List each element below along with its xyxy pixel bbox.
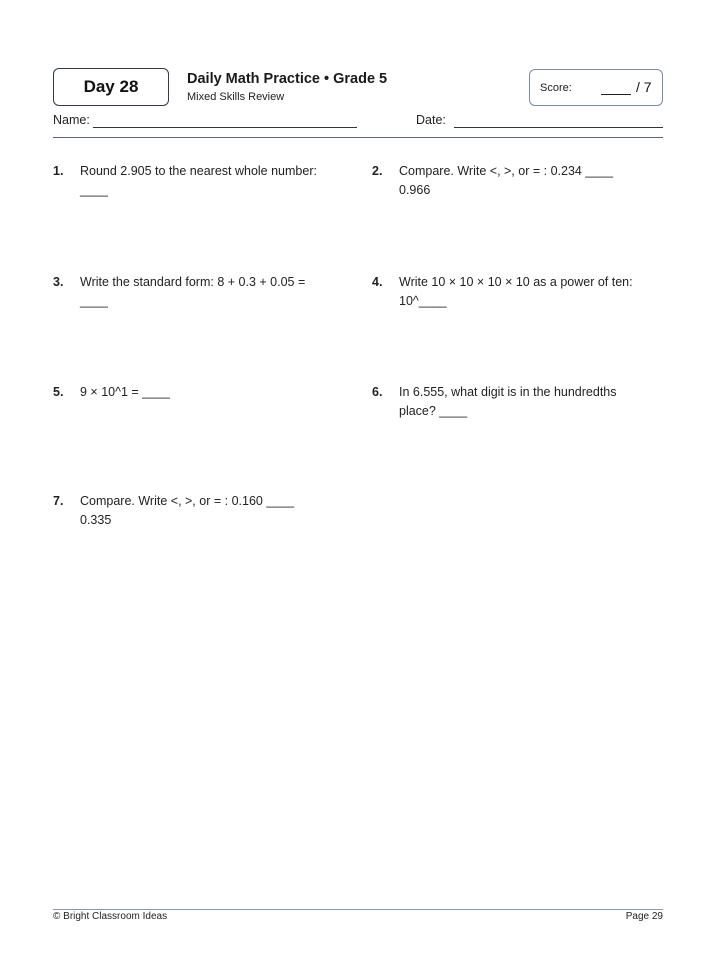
problem-number: 5. <box>53 385 64 399</box>
name-label: Name: <box>53 113 90 127</box>
score-total: / 7 <box>636 79 652 95</box>
problem-line: 0.966 <box>399 183 431 197</box>
problem-text <box>80 383 170 402</box>
problem-line: ____ <box>80 183 108 197</box>
problem-text <box>80 492 294 530</box>
problem-number: 6. <box>372 385 383 399</box>
problem-line: 10^____ <box>399 294 447 308</box>
problem-line: place? ____ <box>399 404 468 418</box>
problem-line: 9 × 10^1 = ____ <box>80 385 170 399</box>
score-blank <box>601 94 631 95</box>
score-label: Score: <box>540 82 572 94</box>
score-box <box>529 69 663 106</box>
problem-line: Write the standard form: 8 + 0.3 + 0.05 = <box>80 275 306 289</box>
problem-text <box>399 273 633 311</box>
problem-text <box>399 162 613 200</box>
problem-line: In 6.555, what digit is in the hundredths <box>399 385 617 399</box>
day-label: Day 28 <box>53 68 169 106</box>
footer-divider <box>53 909 663 910</box>
footer-copyright: © Bright Classroom Ideas <box>53 911 168 922</box>
problem-text <box>399 383 617 421</box>
problem-number: 3. <box>53 275 64 289</box>
problem-text <box>80 162 317 200</box>
date-line <box>454 127 663 128</box>
problem-line: Compare. Write <, >, or = : 0.160 ____ <box>80 494 295 508</box>
problem-number: 7. <box>53 494 64 508</box>
problem-number: 2. <box>372 164 383 178</box>
problem-line: 0.335 <box>80 513 112 527</box>
name-line <box>93 127 357 128</box>
problem-text <box>80 273 305 311</box>
page-number: Page 29 <box>625 911 663 922</box>
problem-number: 4. <box>372 275 383 289</box>
problem-line: Write 10 × 10 × 10 × 10 as a power of ten: <box>399 275 633 289</box>
date-label: Date: <box>416 113 446 127</box>
worksheet-subtitle: Mixed Skills Review <box>187 91 285 103</box>
worksheet-title: Daily Math Practice • Grade 5 <box>187 71 388 87</box>
problem-number: 1. <box>53 164 64 178</box>
problem-line: Compare. Write <, >, or = : 0.234 ____ <box>399 164 614 178</box>
problem-line: ____ <box>80 294 108 308</box>
problem-line: Round 2.905 to the nearest whole number: <box>80 164 317 178</box>
header-divider <box>53 137 663 138</box>
